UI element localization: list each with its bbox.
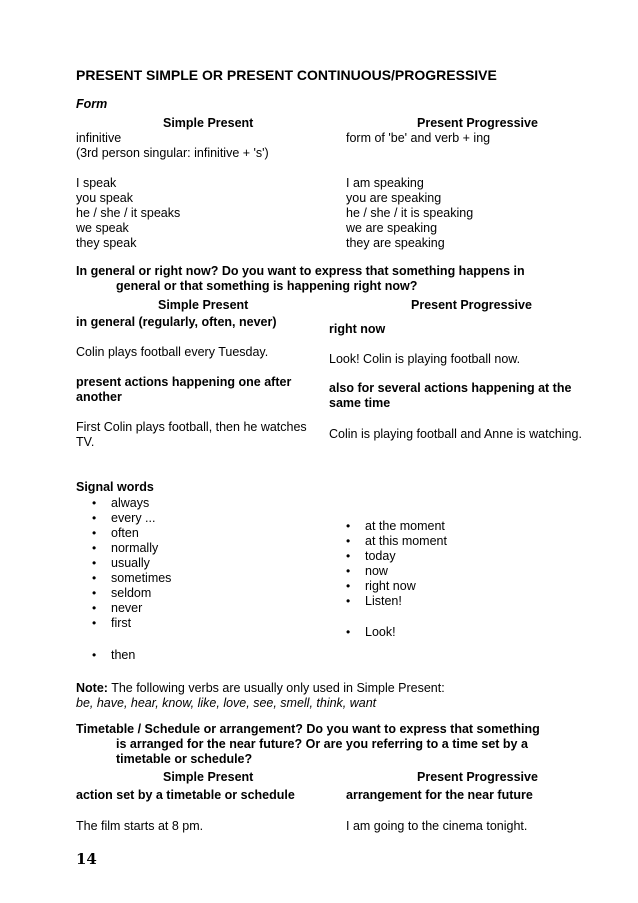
form-right-line: we are speaking [346,221,438,235]
list-item: • Look! [343,625,396,640]
form-left-line: they speak [76,236,137,250]
list-item: • then [89,648,135,663]
general-right-heading2-line1: also for several actions happening at the [329,381,572,395]
list-item: • never [89,601,171,616]
list-item: • often [89,526,171,541]
page-number: 14 [76,850,97,868]
general-right-example1: Look! Colin is playing football now. [329,352,521,366]
note-label: Note: [76,681,108,695]
general-left-heading2-line1: present actions happening one after [76,375,292,389]
form-left-line: we speak [76,221,129,235]
general-question-line2: general or that something is happening right now? [116,279,418,293]
page-title: PRESENT SIMPLE OR PRESENT CONTINUOUS/PROGRESSIVE [76,67,497,83]
form-right-line: they are speaking [346,236,445,250]
timetable-left-heading: action set by a timetable or schedule [76,788,295,802]
note-verbs: be, have, hear, know, like, love, see, smell, think, want [76,696,377,710]
signal-left-list-last [89,648,135,663]
general-left-heading1: in general (regularly, often, never) [76,315,277,329]
general-left-example2-line1: First Colin plays football, then he watches [76,420,307,434]
timetable-col-present-progressive: Present Progressive [417,770,538,784]
form-left-column [76,131,269,251]
list-item: • always [89,496,171,511]
general-right-heading1: right now [329,322,386,336]
form-right-column [346,131,490,251]
signal-left-list [89,496,171,631]
general-right-heading2-line2: same time [329,396,391,410]
list-item: • right now [343,579,447,594]
note-text: The following verbs are usually only used in Simple Present: [107,681,445,695]
general-question-line1: In general or right now? Do you want to express that something happens in [76,264,525,278]
form-col-present-progressive: Present Progressive [417,116,538,130]
list-item: • Listen! [343,594,447,609]
form-right-line: he / she / it is speaking [346,206,474,220]
general-col-simple-present: Simple Present [158,298,249,312]
list-item: • usually [89,556,171,571]
form-heading: Form [76,97,108,111]
timetable-question-line1: Timetable / Schedule or arrangement? Do you want to express that something [76,722,540,736]
list-item: • normally [89,541,171,556]
form-col-simple-present: Simple Present [163,116,254,130]
general-col-present-progressive: Present Progressive [411,298,532,312]
signal-right-list-last [343,625,396,640]
form-left-line: I speak [76,176,117,190]
form-left-line [76,161,269,176]
form-right-line: you are speaking [346,191,442,205]
form-left-line: he / she / it speaks [76,206,181,220]
list-item: • sometimes [89,571,171,586]
form-right-line [346,161,490,176]
timetable-col-simple-present: Simple Present [163,770,254,784]
signal-right-list [343,519,447,609]
timetable-question-line3: timetable or schedule? [116,752,253,766]
form-right-line [346,146,490,161]
list-item: • every ... [89,511,171,526]
form-left-line: (3rd person singular: infinitive + 's') [76,146,269,160]
list-item: • today [343,549,447,564]
form-left-line: infinitive [76,131,122,145]
form-left-line: you speak [76,191,133,205]
general-left-example1: Colin plays football every Tuesday. [76,345,269,359]
form-right-line: form of 'be' and verb + ing [346,131,491,145]
general-right-example2: Colin is playing football and Anne is watching. [329,427,582,441]
form-right-line: I am speaking [346,176,424,190]
list-item: • seldom [89,586,171,601]
signal-words-heading: Signal words [76,480,154,494]
list-item: • now [343,564,447,579]
timetable-right-heading: arrangement for the near future [346,788,533,802]
list-item: • at this moment [343,534,447,549]
general-left-example2-line2: TV. [76,435,95,449]
general-left-heading2-line2: another [76,390,122,404]
note-line [76,681,445,696]
timetable-right-example: I am going to the cinema tonight. [346,819,528,833]
timetable-question-line2: is arranged for the near future? Or are you referring to a time set by a [116,737,528,751]
timetable-left-example: The film starts at 8 pm. [76,819,204,833]
list-item: • at the moment [343,519,447,534]
list-item: • first [89,616,171,631]
